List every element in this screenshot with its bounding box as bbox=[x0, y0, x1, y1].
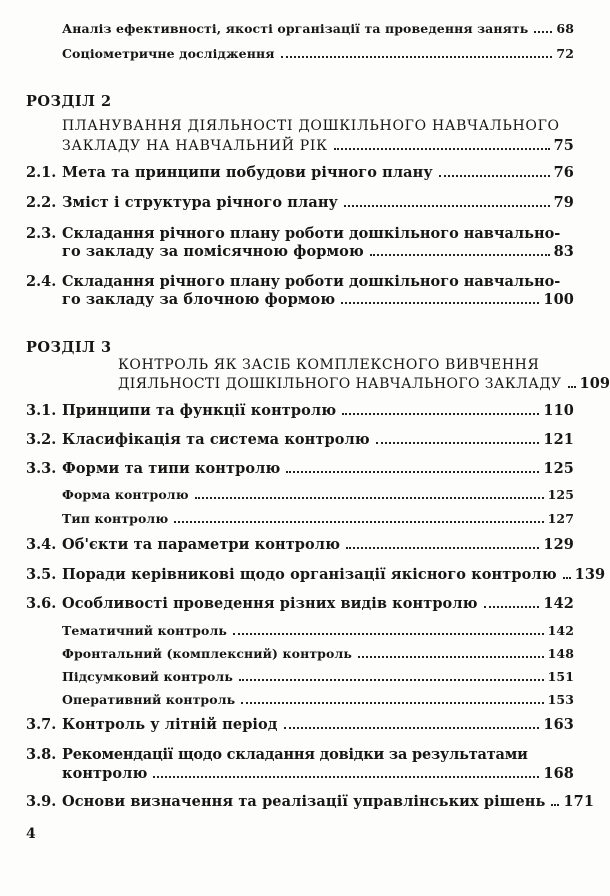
toc-entry-title: Тип контролю bbox=[62, 511, 169, 526]
toc-entry-title-line1: Складання річного плану роботи дошкільного навчально- bbox=[62, 225, 561, 242]
toc-entry bbox=[62, 45, 574, 63]
entry-number: 3.2. bbox=[26, 431, 57, 448]
section-label: РОЗДІЛ 2 bbox=[26, 93, 112, 110]
toc-entry-page: 75 bbox=[553, 137, 574, 154]
toc-entry-page: 72 bbox=[556, 46, 574, 61]
toc-entry-page: 83 bbox=[553, 243, 574, 260]
page-number: 4 bbox=[26, 826, 36, 842]
entry-number: 3.6. bbox=[26, 595, 57, 612]
toc-entry-page: 76 bbox=[553, 164, 574, 181]
toc-entry bbox=[62, 194, 574, 212]
section-title-entry bbox=[118, 375, 610, 393]
dot-leader bbox=[153, 776, 539, 778]
toc-entry-title: Тематичний контроль bbox=[62, 623, 227, 638]
entry-number: 3.9. bbox=[26, 793, 57, 810]
toc-entry bbox=[62, 291, 574, 309]
toc-entry-title: Особливості проведення різних видів контролю bbox=[62, 595, 478, 612]
section-title-line1: ПЛАНУВАННЯ ДІЯЛЬНОСТІ ДОШКІЛЬНОГО НАВЧАЛЬНОГО bbox=[62, 118, 560, 134]
toc-entry-page: 121 bbox=[543, 431, 574, 448]
toc-entry-title-line1: Рекомендації щодо складання довідки за результатами bbox=[62, 746, 528, 763]
toc-entry-title: Підсумковий контроль bbox=[62, 669, 233, 684]
toc-subentry bbox=[62, 510, 574, 528]
section-title-line1: КОНТРОЛЬ ЯК ЗАСІБ КОМПЛЕКСНОГО ВИВЧЕННЯ bbox=[118, 357, 540, 373]
toc-entry-title: Контроль у літній період bbox=[62, 716, 278, 733]
toc-entry-page: 142 bbox=[543, 595, 574, 612]
dot-leader bbox=[239, 679, 544, 681]
entry-number: 3.5. bbox=[26, 566, 57, 583]
toc-entry-title-line2: го закладу за помісячною формою bbox=[62, 243, 364, 260]
toc-subentry bbox=[62, 668, 574, 686]
toc-entry-page: 153 bbox=[547, 692, 574, 707]
toc-entry-title-line2: контролю bbox=[62, 765, 148, 782]
toc-subentry bbox=[62, 691, 574, 709]
dot-leader bbox=[281, 56, 553, 58]
toc-entry-page: 127 bbox=[547, 511, 574, 526]
entry-number: 3.8. bbox=[26, 746, 57, 763]
dot-leader bbox=[342, 413, 539, 415]
toc-entry-page: 142 bbox=[547, 623, 574, 638]
toc-subentry bbox=[62, 645, 574, 663]
toc-entry bbox=[62, 164, 574, 182]
toc-entry-title: Оперативний контроль bbox=[62, 692, 236, 707]
dot-leader bbox=[551, 804, 559, 806]
toc-entry-title: Основи визначення та реалізації управлінських рішень bbox=[62, 793, 546, 810]
dot-leader bbox=[439, 175, 550, 177]
toc-entry-page: 151 bbox=[547, 669, 574, 684]
toc-entry-page: 163 bbox=[543, 716, 574, 733]
toc-entry-page: 125 bbox=[547, 487, 574, 502]
toc-entry-page: 109 bbox=[579, 375, 610, 392]
entry-number: 2.2. bbox=[26, 194, 57, 211]
toc-entry-page: 79 bbox=[553, 194, 574, 211]
toc-entry-page: 110 bbox=[543, 402, 574, 419]
toc-entry-title: Соціометричне дослідження bbox=[62, 46, 275, 61]
dot-leader bbox=[334, 148, 550, 150]
dot-leader bbox=[563, 577, 571, 579]
toc-entry-title: Форми та типи контролю bbox=[62, 460, 281, 477]
toc-entry-page: 100 bbox=[543, 291, 574, 308]
toc-entry bbox=[62, 765, 574, 783]
toc-entry bbox=[62, 431, 574, 449]
entry-number: 3.3. bbox=[26, 460, 57, 477]
toc-entry bbox=[62, 20, 574, 38]
entry-number: 3.4. bbox=[26, 536, 57, 553]
toc-entry bbox=[62, 536, 574, 554]
dot-leader bbox=[358, 656, 544, 658]
toc-entry-title: Мета та принципи побудови річного плану bbox=[62, 164, 433, 181]
dot-leader bbox=[241, 702, 543, 704]
toc-entry-title: Форма контролю bbox=[62, 487, 189, 502]
toc-subentry bbox=[62, 486, 574, 504]
dot-leader bbox=[174, 521, 543, 523]
toc-entry-title-line2: го закладу за блочною формою bbox=[62, 291, 336, 308]
entry-number: 3.7. bbox=[26, 716, 57, 733]
toc-entry bbox=[62, 595, 574, 613]
toc-entry bbox=[62, 566, 606, 584]
toc-entry-page: 171 bbox=[563, 793, 595, 810]
entry-number: 3.1. bbox=[26, 402, 57, 419]
dot-leader bbox=[568, 386, 576, 388]
dot-leader bbox=[341, 302, 539, 304]
toc-entry-title: Принципи та функції контролю bbox=[62, 402, 337, 419]
dot-leader bbox=[346, 547, 539, 549]
dot-leader bbox=[376, 442, 540, 444]
dot-leader bbox=[195, 497, 544, 499]
dot-leader bbox=[233, 633, 544, 635]
toc-entry-title: Об'єкти та параметри контролю bbox=[62, 536, 341, 553]
toc-entry-page: 129 bbox=[543, 536, 574, 553]
toc-entry bbox=[62, 243, 574, 261]
dot-leader bbox=[484, 606, 540, 608]
section-title-line2: ЗАКЛАДУ НА НАВЧАЛЬНИЙ РІК bbox=[62, 138, 328, 154]
entry-number: 2.4. bbox=[26, 273, 57, 290]
dot-leader bbox=[344, 205, 550, 207]
toc-entry-page: 125 bbox=[543, 460, 574, 477]
toc-entry-title: Зміст і структура річного плану bbox=[62, 194, 338, 211]
dot-leader bbox=[534, 31, 552, 33]
section-label: РОЗДІЛ 3 bbox=[26, 339, 112, 356]
toc-entry-title: Фронтальний (комплексний) контроль bbox=[62, 646, 352, 661]
section-title-line2: ДІЯЛЬНОСТІ ДОШКІЛЬНОГО НАВЧАЛЬНОГО ЗАКЛАДУ bbox=[118, 376, 562, 392]
toc-entry bbox=[62, 716, 574, 734]
toc-entry bbox=[62, 460, 574, 478]
entry-number: 2.3. bbox=[26, 225, 57, 242]
dot-leader bbox=[286, 471, 539, 473]
toc-entry-title: Аналіз ефективності, якості організації та проведення занять bbox=[62, 21, 529, 36]
toc-entry bbox=[62, 402, 574, 420]
entry-number: 2.1. bbox=[26, 164, 57, 181]
toc-entry-title-line1: Складання річного плану роботи дошкільного навчально- bbox=[62, 273, 561, 290]
toc-entry-page: 148 bbox=[547, 646, 574, 661]
dot-leader bbox=[370, 254, 550, 256]
toc-subentry bbox=[62, 622, 574, 640]
toc-entry bbox=[62, 793, 595, 811]
dot-leader bbox=[284, 727, 540, 729]
toc-entry-page: 139 bbox=[574, 566, 606, 583]
toc-entry-page: 168 bbox=[543, 765, 574, 782]
toc-entry-title: Поради керівникові щодо організації якісного контролю bbox=[62, 566, 557, 583]
toc-entry-title: Класифікація та система контролю bbox=[62, 431, 370, 448]
toc-entry-page: 68 bbox=[556, 21, 574, 36]
section-title-entry bbox=[62, 137, 574, 155]
